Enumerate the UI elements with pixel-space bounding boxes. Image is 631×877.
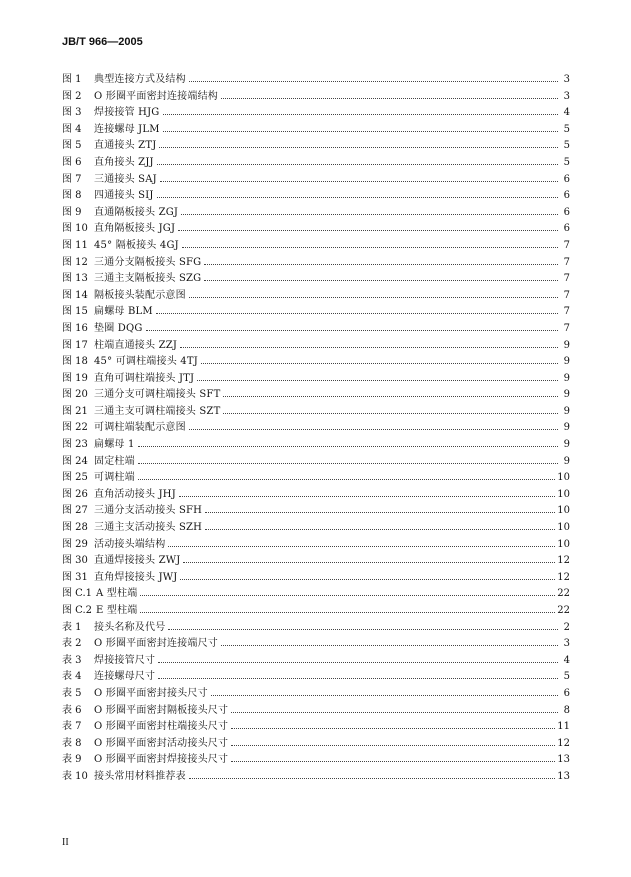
dot-leader — [140, 595, 555, 596]
toc-entry-page: 13 — [557, 770, 570, 782]
toc-entry — [62, 253, 570, 270]
toc-entry — [62, 236, 570, 253]
toc-entry — [62, 87, 570, 104]
toc-entry-title: A 型柱端 — [96, 588, 138, 600]
toc-entry-page: 12 — [557, 737, 570, 749]
toc-entry-label: 图 24 — [62, 455, 88, 467]
toc-entry-label: 图 2 — [62, 90, 82, 102]
dot-leader — [183, 562, 555, 563]
toc-entry-title: 扁螺母 1 — [94, 439, 135, 451]
dot-leader — [231, 728, 555, 729]
toc-entry — [62, 369, 570, 386]
toc-entry-label: 图 C.1 — [62, 588, 93, 600]
toc-entry-page: 6 — [563, 223, 570, 235]
toc-entry — [62, 385, 570, 402]
toc-entry-title: 固定柱端 — [94, 455, 135, 467]
toc-entry-title: 45° 可调柱端接头 4TJ — [94, 356, 198, 368]
toc-entry-title: 直通接头 ZTJ — [94, 140, 157, 152]
toc-entry-label: 图 1 — [62, 74, 82, 85]
toc-entry — [62, 618, 570, 635]
dot-leader — [189, 429, 558, 430]
dot-leader — [160, 181, 558, 182]
toc-entry-page: 4 — [563, 107, 570, 119]
toc-entry-title: 直角可调柱端接头 JTJ — [94, 372, 195, 384]
toc-entry — [62, 501, 570, 518]
toc-entry-page: 7 — [563, 273, 570, 285]
toc-entry-title: 接头名称及代号 — [94, 621, 166, 633]
toc-entry-label: 表 1 — [62, 621, 82, 633]
dot-leader — [201, 363, 558, 364]
toc-entry — [62, 418, 570, 435]
toc-entry-label: 图 17 — [62, 339, 88, 351]
dot-leader — [156, 313, 558, 314]
toc-entry-page: 4 — [563, 654, 570, 666]
toc-entry — [62, 120, 570, 137]
dot-leader — [178, 230, 558, 231]
toc-entry-label: 图 15 — [62, 306, 88, 318]
toc-entry — [62, 684, 570, 701]
toc-entry-page: 10 — [557, 522, 570, 534]
toc-entry-label: 图 28 — [62, 522, 88, 534]
toc-entry — [62, 452, 570, 469]
toc-entry — [62, 286, 570, 303]
toc-entry-label: 图 18 — [62, 356, 88, 368]
toc-entry-label: 表 10 — [62, 770, 88, 782]
toc-entry-page: 9 — [563, 372, 570, 384]
toc-entry — [62, 601, 570, 618]
toc-entry-page: 7 — [563, 239, 570, 251]
toc-entry — [62, 269, 570, 286]
toc-entry-title: 三通分支隔板接头 SFG — [94, 256, 202, 268]
toc-entry-title: 连接螺母 JLM — [94, 123, 160, 135]
toc-entry-title: 三通分支活动接头 SFH — [94, 505, 203, 517]
toc-entry — [62, 186, 570, 203]
toc-entry-page: 5 — [563, 123, 570, 135]
toc-entry-page: 5 — [563, 671, 570, 683]
page-number: II — [62, 837, 69, 848]
toc-entry-label: 图 19 — [62, 372, 88, 384]
toc-entry — [62, 535, 570, 552]
toc-entry-title: 连接螺母尺寸 — [94, 671, 156, 683]
toc-entry-page: 3 — [563, 90, 570, 102]
toc-entry-label: 图 26 — [62, 488, 88, 500]
toc-entry-label: 表 4 — [62, 671, 82, 683]
toc-entry — [62, 468, 570, 485]
toc-entry-page: 12 — [557, 555, 570, 567]
toc-entry — [62, 352, 570, 369]
toc-entry — [62, 336, 570, 353]
dot-leader — [138, 479, 555, 480]
dot-leader — [205, 512, 555, 513]
toc-entry — [62, 70, 570, 87]
dot-leader — [138, 463, 558, 464]
dot-leader — [182, 247, 558, 248]
toc-entry-title: 45° 隔板接头 4GJ — [94, 239, 179, 251]
toc-entry-page: 10 — [557, 472, 570, 484]
dot-leader — [189, 778, 555, 779]
toc-entry-page: 6 — [563, 173, 570, 185]
toc-entry-title: O 形圈平面密封隔板接头尺寸 — [94, 704, 229, 716]
dot-leader — [204, 264, 558, 265]
toc-entry-title: 焊接接管尺寸 — [94, 654, 156, 666]
toc-entry-page: 10 — [557, 505, 570, 517]
toc-entry-label: 图 3 — [62, 107, 82, 119]
dot-leader — [197, 380, 558, 381]
toc-entry-label: 图 20 — [62, 389, 88, 401]
toc-entry-title: 可调柱端 — [94, 472, 135, 484]
toc-entry-title: 隔板接头装配示意图 — [94, 289, 186, 301]
dot-leader — [163, 131, 558, 132]
dot-leader — [181, 214, 558, 215]
toc-entry-title: O 形圈平面密封焊接接头尺寸 — [94, 754, 229, 766]
toc-entry-page: 9 — [563, 422, 570, 434]
toc-entry-label: 图 10 — [62, 223, 88, 235]
toc-entry — [62, 767, 570, 784]
toc-entry-page: 3 — [563, 638, 570, 650]
toc-entry-title: 可调柱端装配示意图 — [94, 422, 186, 434]
toc-entry — [62, 584, 570, 601]
toc-entry-label: 表 2 — [62, 638, 82, 650]
dot-leader — [180, 579, 555, 580]
dot-leader — [189, 81, 558, 82]
toc-entry-page: 22 — [557, 588, 570, 600]
toc-entry-title: 典型连接方式及结构 — [94, 74, 186, 85]
standard-number: JB/T 966—2005 — [62, 36, 143, 48]
dot-leader — [168, 546, 555, 547]
toc-entry-label: 图 8 — [62, 190, 82, 202]
toc-entry — [62, 219, 570, 236]
toc-entry-label: 图 11 — [62, 239, 88, 251]
toc-entry-title: O 形圈平面密封柱端接头尺寸 — [94, 721, 229, 733]
toc-entry-label: 图 C.2 — [62, 605, 93, 616]
toc-entry-title: 焊接接管 HJG — [94, 107, 160, 119]
toc-entry — [62, 136, 570, 153]
toc-entry — [62, 667, 570, 684]
toc-entry — [62, 103, 570, 120]
toc-entry-label: 图 4 — [62, 123, 82, 135]
toc-entry-title: 直通隔板接头 ZGJ — [94, 206, 179, 218]
toc-entry-label: 图 21 — [62, 405, 88, 417]
toc-entry-label: 图 27 — [62, 505, 88, 517]
toc-entry-label: 图 12 — [62, 256, 88, 268]
toc-entry-title: 接头常用材料推荐表 — [94, 770, 186, 782]
toc-entry-page: 3 — [563, 74, 570, 85]
toc-entry-title: 三通主支可调柱端接头 SZT — [94, 405, 221, 417]
toc-entry-title: E 型柱端 — [96, 605, 138, 616]
toc-entry-title: 直角焊接接头 JWJ — [94, 571, 178, 583]
dot-leader — [159, 147, 558, 148]
toc-entry-label: 表 8 — [62, 737, 82, 749]
toc-entry-page: 12 — [557, 571, 570, 583]
toc-entry-page: 22 — [557, 605, 570, 616]
toc-entry-label: 图 5 — [62, 140, 82, 152]
toc-entry-label: 表 5 — [62, 687, 82, 699]
dot-leader — [223, 413, 558, 414]
dot-leader — [180, 347, 558, 348]
dot-leader — [231, 745, 555, 746]
toc-entry-title: 直通焊接接头 ZWJ — [94, 555, 181, 567]
toc-entry — [62, 750, 570, 767]
toc-entry-title: 直角接头 ZJJ — [94, 156, 154, 168]
dot-leader — [231, 761, 555, 762]
toc-entry — [62, 651, 570, 668]
dot-leader — [231, 712, 558, 713]
dot-leader — [211, 695, 558, 696]
dot-leader — [158, 662, 558, 663]
dot-leader — [179, 496, 555, 497]
toc-entry-page: 11 — [557, 721, 570, 733]
toc-entry-page: 7 — [563, 306, 570, 318]
dot-leader — [140, 612, 555, 613]
toc-entry — [62, 568, 570, 585]
toc-entry-page: 9 — [563, 455, 570, 467]
toc-entry-label: 图 16 — [62, 322, 88, 334]
dot-leader — [223, 396, 558, 397]
toc-entry-label: 图 25 — [62, 472, 88, 484]
toc-entry-label: 图 31 — [62, 571, 88, 583]
toc-entry — [62, 203, 570, 220]
toc-entry-label: 图 6 — [62, 156, 82, 168]
toc-entry — [62, 518, 570, 535]
toc-entry-page: 7 — [563, 256, 570, 268]
dot-leader — [138, 446, 558, 447]
toc-entry-page: 9 — [563, 356, 570, 368]
toc-entry-title: 三通主支活动接头 SZH — [94, 522, 203, 534]
toc-entry-page: 7 — [563, 322, 570, 334]
dot-leader — [146, 330, 558, 331]
toc-entry-label: 图 22 — [62, 422, 88, 434]
toc-entry-label: 图 29 — [62, 538, 88, 550]
toc-entry-page: 10 — [557, 538, 570, 550]
toc-entry-title: 垫圈 DQG — [94, 322, 143, 334]
toc-entry-label: 表 7 — [62, 721, 82, 733]
toc-entry — [62, 170, 570, 187]
toc-entry-title: 柱端直通接头 ZZJ — [94, 339, 178, 351]
dot-leader — [204, 280, 558, 281]
toc-entry-title: 三通分支可调柱端接头 SFT — [94, 389, 221, 401]
dot-leader — [189, 297, 558, 298]
toc-entry-page: 9 — [563, 389, 570, 401]
toc-entry-page: 2 — [563, 621, 570, 633]
toc-entry — [62, 302, 570, 319]
dot-leader — [168, 629, 558, 630]
toc-entry — [62, 402, 570, 419]
toc-entry-label: 图 30 — [62, 555, 88, 567]
toc-entry-page: 9 — [563, 405, 570, 417]
toc-entry — [62, 634, 570, 651]
toc-entry-title: 扁螺母 BLM — [94, 306, 153, 318]
dot-leader — [163, 114, 559, 115]
toc-entry-label: 表 6 — [62, 704, 82, 716]
toc-entry-label: 图 13 — [62, 273, 88, 285]
toc-entry — [62, 717, 570, 734]
toc-entry-page: 6 — [563, 206, 570, 218]
toc-entry-page: 6 — [563, 190, 570, 202]
toc-entry-title: 直角活动接头 JHJ — [94, 488, 176, 500]
toc-entry-page: 6 — [563, 687, 570, 699]
toc-entry — [62, 551, 570, 568]
toc-entry — [62, 734, 570, 751]
toc-entry-title: O 形圈平面密封接头尺寸 — [94, 687, 208, 699]
toc-entry-label: 图 23 — [62, 439, 88, 451]
toc-entry-title: 三通主支隔板接头 SZG — [94, 273, 202, 285]
toc-entry-label: 图 14 — [62, 289, 88, 301]
toc-entry — [62, 485, 570, 502]
toc-entry-page: 13 — [557, 754, 570, 766]
toc-entry-page: 9 — [563, 339, 570, 351]
dot-leader — [158, 678, 558, 679]
toc-entry — [62, 319, 570, 336]
toc-entry — [62, 701, 570, 718]
toc-entry-page: 7 — [563, 289, 570, 301]
dot-leader — [205, 529, 555, 530]
dot-leader — [157, 197, 558, 198]
toc-entry-page: 5 — [563, 140, 570, 152]
toc-entry-title: 三通接头 SAJ — [94, 173, 157, 185]
toc-entry-title: O 形圈平面密封连接端尺寸 — [94, 638, 218, 650]
toc-entry-label: 表 9 — [62, 754, 82, 766]
dot-leader — [221, 645, 558, 646]
toc-entry — [62, 435, 570, 452]
toc-entry-page: 5 — [563, 156, 570, 168]
toc-entry-title: 活动接头端结构 — [94, 538, 166, 550]
toc-entry-page: 10 — [557, 488, 570, 500]
toc-entry-title: 直角隔板接头 JGJ — [94, 223, 176, 235]
dot-leader — [221, 98, 558, 99]
dot-leader — [157, 164, 558, 165]
toc-entry-label: 图 9 — [62, 206, 82, 218]
toc-entry-page: 9 — [563, 439, 570, 451]
toc-entry-title: O 形圈平面密封活动接头尺寸 — [94, 737, 229, 749]
toc-entry-title: 四通接头 SIJ — [94, 190, 154, 202]
toc-entry — [62, 153, 570, 170]
toc-entry-label: 图 7 — [62, 173, 82, 185]
toc-list — [62, 70, 570, 784]
toc-entry-label: 表 3 — [62, 654, 82, 666]
toc-entry-page: 8 — [563, 704, 570, 716]
toc-entry-title: O 形圈平面密封连接端结构 — [94, 90, 218, 102]
